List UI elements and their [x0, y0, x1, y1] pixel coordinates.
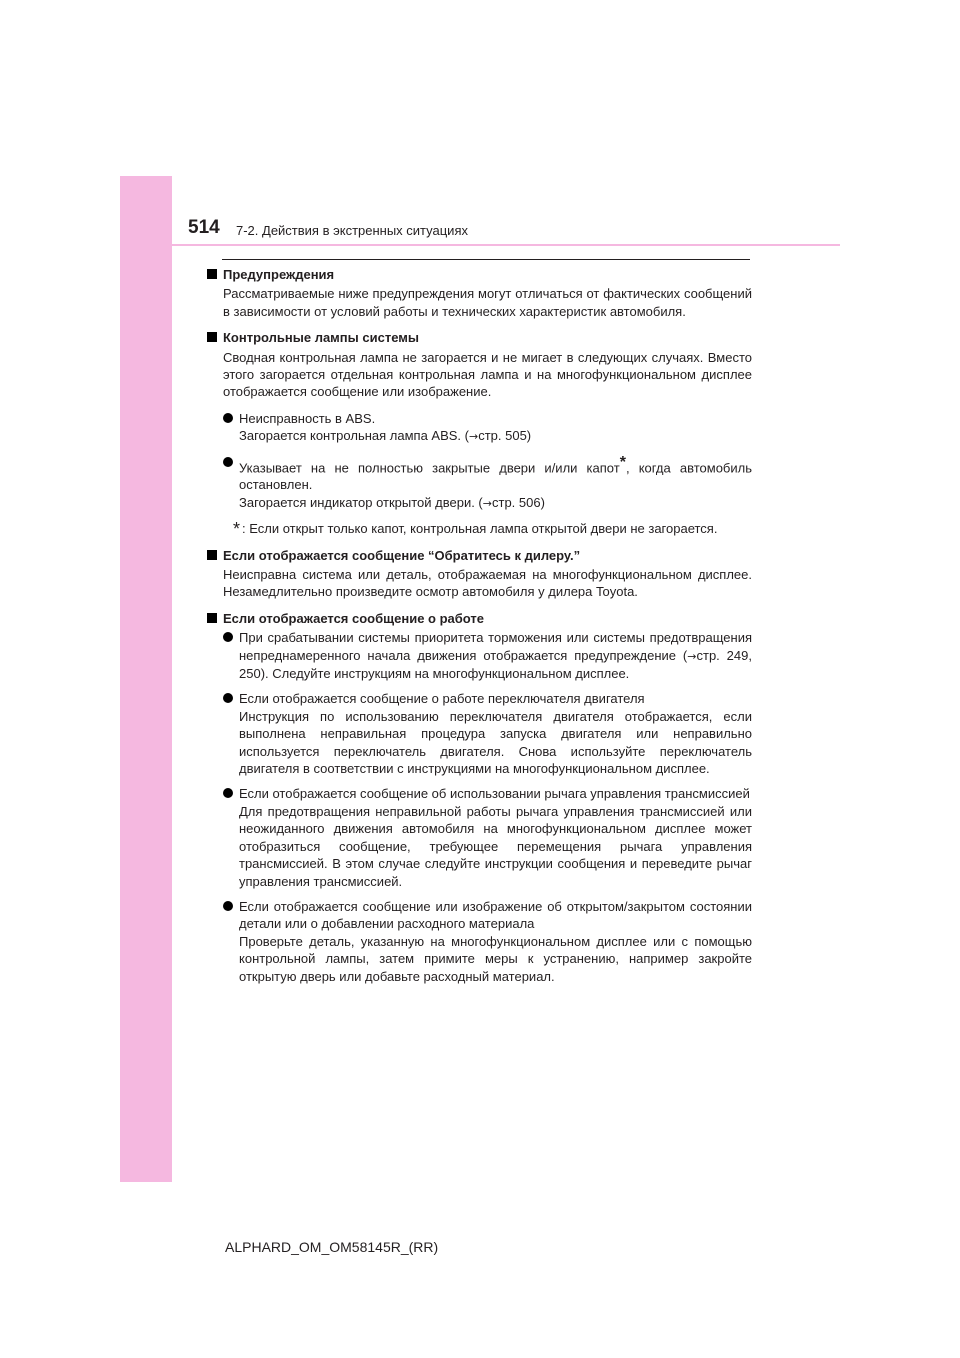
list-item [223, 785, 752, 889]
bullet-text: Неисправность в ABS. [239, 410, 376, 426]
dealer-paragraph: Неисправна система или деталь, отображаемая на многофункциональном дисплее. Незамедлительно произведите осмотр автомобиля у дилера Toyota. [223, 567, 752, 600]
square-bullet-icon [207, 613, 217, 623]
bullet-title: Если отображается сообщение о работе переключателя двигателя [239, 691, 645, 707]
lamps-paragraph: Сводная контрольная лампа не загорается и не мигает в следующих случаях. Вместо этого загорается отдельная контрольная лампа и на многофункциональном дисплее отображается сообщение или изображение. [223, 349, 752, 400]
heading-warnings-text: Предупреждения [223, 267, 335, 282]
arrow-icon: → [468, 430, 479, 444]
warnings-paragraph: Рассматриваемые ниже предупреждения могут отличаться от фактических сообщений в зависимости от условий работы и технических характеристик автомобиля. [223, 286, 752, 319]
bullet-title: Если отображается сообщение или изображение об открытом/закрытом состоянии детали или о добавлении расходного материала [239, 898, 752, 932]
bullet-text-part: , когда автомобиль остановлен. [239, 459, 752, 493]
asterisk-marker: * [233, 519, 241, 540]
bullet-text-part: Загорается индикатор открытой двери. ( [239, 494, 483, 510]
arrow-icon: → [687, 649, 697, 663]
document-code: ALPHARD_OM_OM58145R_(RR) [225, 1239, 439, 1255]
square-bullet-icon [207, 269, 217, 279]
heading-dealer-text: Если отображается сообщение “Обратитесь к дилеру.” [223, 547, 581, 563]
arrow-icon: → [482, 496, 492, 510]
heading-operation [207, 610, 752, 627]
heading-operation-text: Если отображается сообщение о работе [223, 610, 484, 626]
bullet-text-part: При срабатывании системы приоритета торможения или системы предотвращения непреднамеренного начала движения отображается предупреждение ( [239, 630, 752, 663]
bullet-text [239, 629, 752, 682]
section-title: 7-2. Действия в экстренных ситуациях [236, 223, 468, 238]
bullet-text [239, 427, 752, 445]
bullet-text-part: Загорается контрольная лампа ABS. ( [239, 428, 469, 444]
header-rule [172, 244, 840, 246]
bullet-text: Инструкция по использованию переключателя двигателя отображается, если выполнена неправильная процедура запуска двигателя или неправильно используется переключатель двигателя. Снова используйте переключатель двигателя в соответствии с инструкциями на многофункциональном дисплее. [239, 708, 752, 777]
bullet-text-part: стр. 249, 250). Следуйте инструкциям на многофункциональном дисплее. [239, 647, 752, 682]
round-bullet-icon [223, 632, 233, 642]
round-bullet-icon [223, 788, 233, 798]
list-item [223, 410, 752, 446]
page-reference: стр. 506) [491, 494, 545, 510]
square-bullet-icon [207, 332, 217, 342]
bullet-text: Проверьте деталь, указанную на многофункциональном дисплее или с помощью контрольной лампы, затем примите меры к устранению, например закройте открытую дверь или добавьте расходный материал. [239, 933, 752, 984]
heading-lamps [207, 329, 752, 346]
round-bullet-icon [223, 901, 233, 911]
heading-warnings [207, 266, 752, 283]
page-reference: стр. 505) [478, 428, 532, 444]
list-item [223, 454, 752, 513]
bullet-text: Для предотвращения неправильной работы рычага управления трансмиссией или неожиданного движения автомобиля на многофункциональном дисплее может отобразиться сообщение, требующее перемещения рычага управления трансмиссией. В этом случае следуйте инструкции сообщения и переведите рычаг управления трансмиссией. [239, 803, 752, 889]
list-item [223, 898, 752, 985]
heading-dealer [207, 547, 752, 564]
bullet-text [239, 454, 752, 494]
list-item [223, 690, 752, 777]
asterisk-marker: * [619, 453, 626, 471]
footnote [233, 519, 752, 540]
round-bullet-icon [223, 413, 233, 423]
bullet-text-part: Указывает на не полностью закрытые двери и/или капот [239, 459, 620, 475]
heading-lamps-text: Контрольные лампы системы [223, 330, 419, 346]
footnote-text: : Если открыт только капот, контрольная лампа открытой двери не загорается. [242, 521, 718, 537]
page-number: 514 [188, 217, 220, 238]
bullet-text [239, 494, 752, 512]
content-divider [222, 259, 750, 260]
side-color-band [120, 176, 172, 1182]
bullet-title: Если отображается сообщение об использовании рычага управления трансмиссией [239, 786, 750, 802]
round-bullet-icon [223, 693, 233, 703]
list-item [223, 629, 752, 682]
page-content [207, 266, 752, 993]
square-bullet-icon [207, 550, 217, 560]
round-bullet-icon [223, 457, 233, 467]
